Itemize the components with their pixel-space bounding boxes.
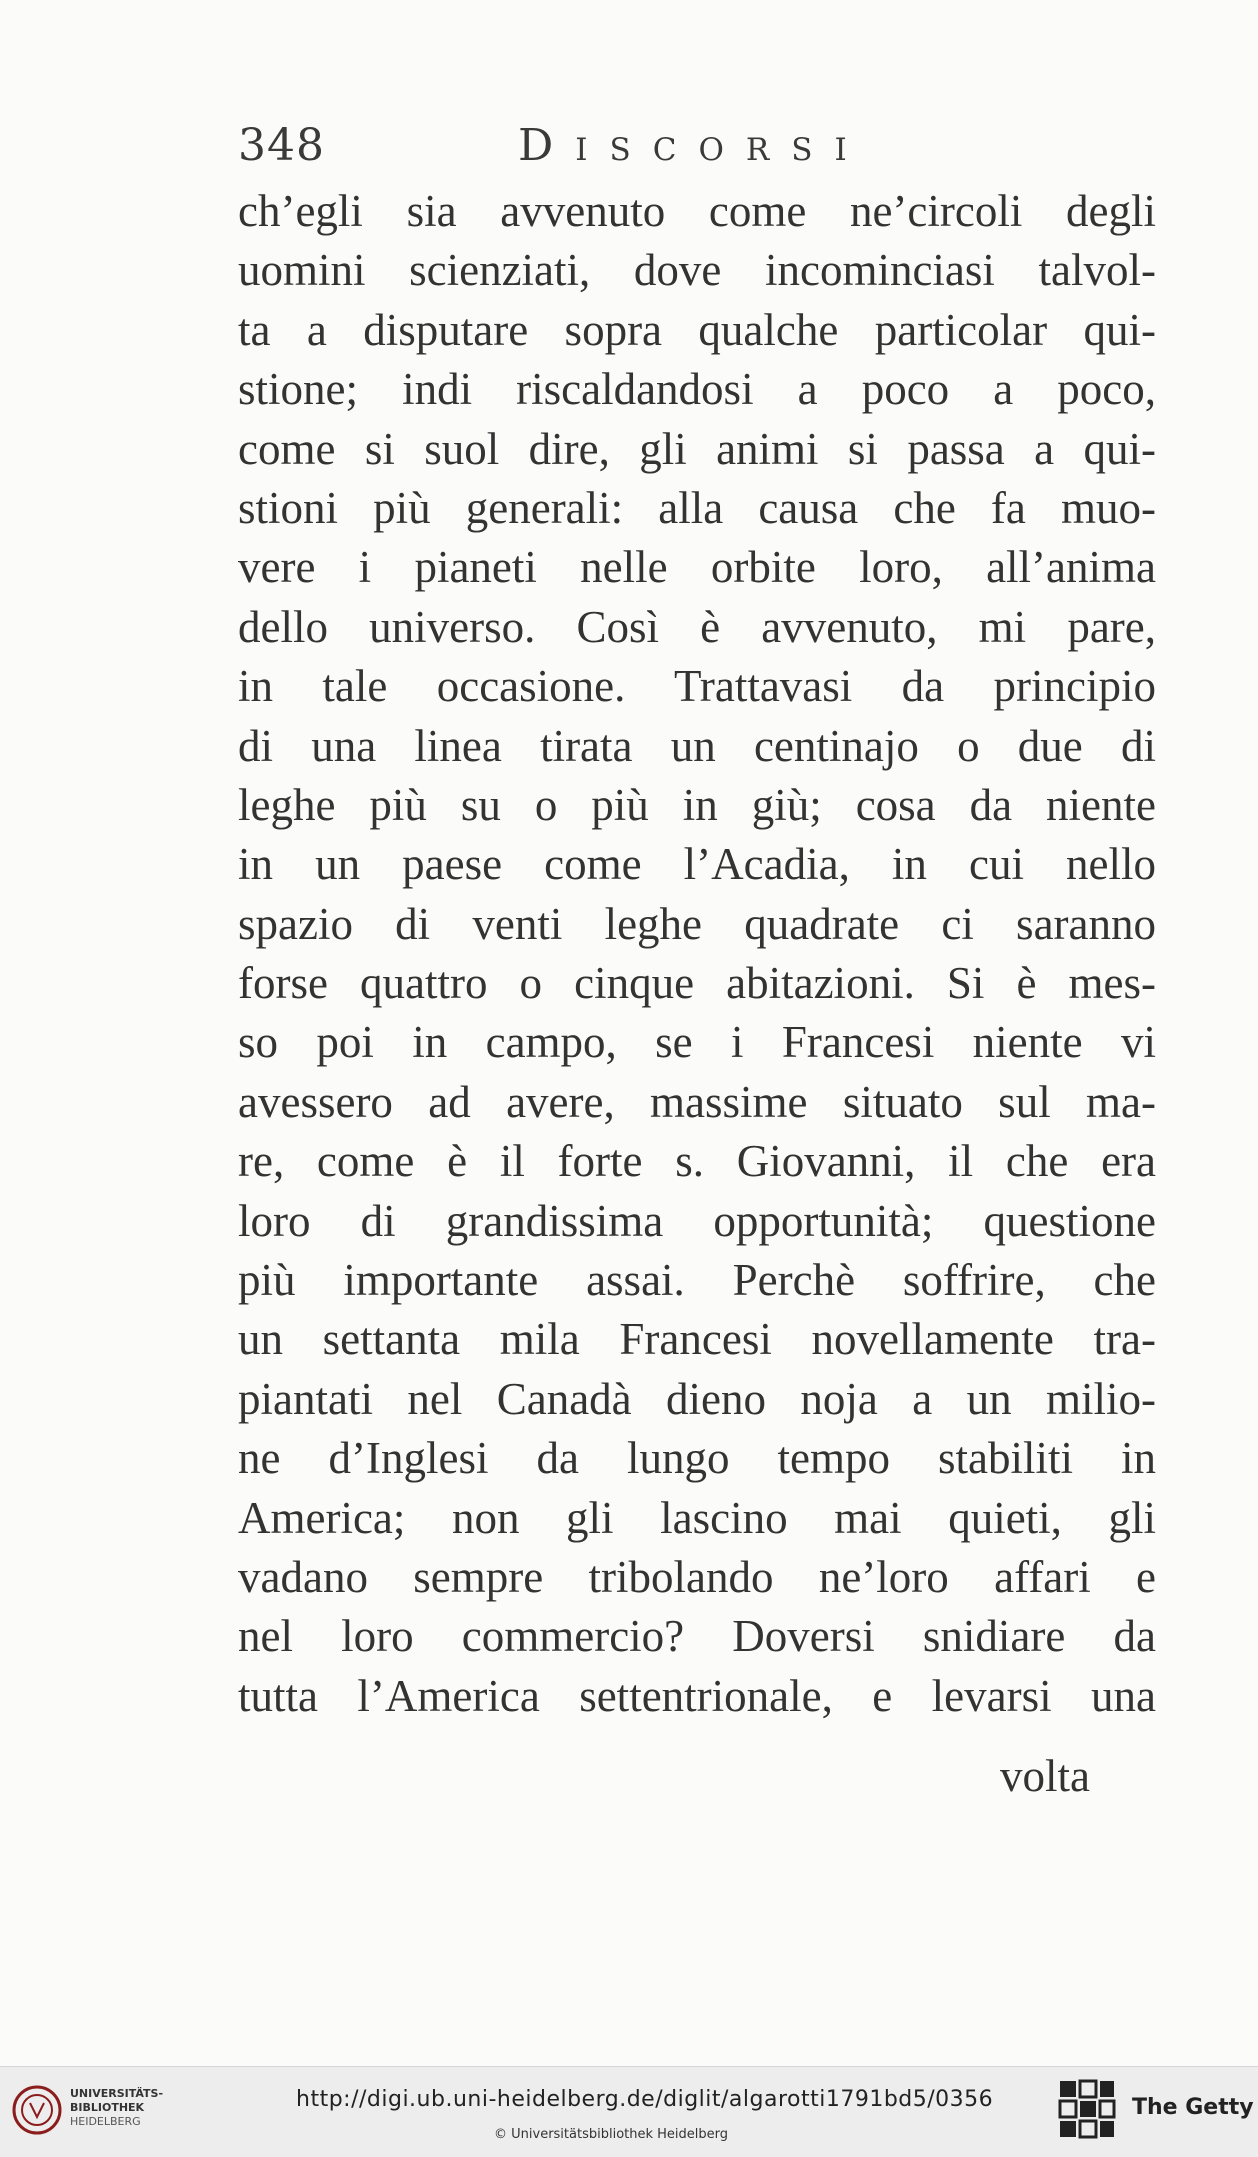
text-line: in un paese come l’Acadia, in cui nello xyxy=(238,839,1156,890)
text-line: di una linea tirata un centinajo o due di xyxy=(238,720,1156,771)
text-line: vadano sempre tribolando ne’loro affari e xyxy=(238,1551,1156,1602)
text-line: ta a disputare sopra qualche particolar qui- xyxy=(238,304,1156,355)
uni-label-line2: BIBLIOTHEK xyxy=(70,2101,145,2114)
footer-bar xyxy=(0,2066,1258,2157)
text-line: dello universo. Così è avvenuto, mi pare, xyxy=(238,601,1156,652)
text-line: tutta l’America settentrionale, e levarsi una xyxy=(238,1670,1156,1721)
text-line: stioni più generali: alla causa che fa muo- xyxy=(238,482,1156,533)
text-line: forse quattro o cinque abitazioni. Si è mes- xyxy=(238,958,1156,1009)
text-line: un settanta mila Francesi novellamente tra- xyxy=(238,1314,1156,1365)
copyright-notice: © Universitätsbibliothek Heidelberg xyxy=(494,2127,729,2142)
text-line: spazio di venti leghe quadrate ci saranno xyxy=(238,898,1156,949)
text-line: re, come è il forte s. Giovanni, il che era xyxy=(238,1136,1156,1187)
university-library-label xyxy=(70,2087,163,2129)
getty-logo-icon xyxy=(1058,2079,1116,2141)
text-line: ne d’Inglesi da lungo tempo stabiliti in xyxy=(238,1433,1156,1484)
getty-label: The Getty xyxy=(1132,2095,1254,2120)
text-line: vere i pianeti nelle orbite loro, all’anima xyxy=(238,542,1156,593)
text-line: avessero ad avere, massime situato sul ma- xyxy=(238,1076,1156,1127)
text-line: come si suol dire, gli animi si passa a qui- xyxy=(238,423,1156,474)
text-line: loro di grandissima opportunità; questione xyxy=(238,1195,1156,1246)
text-line: uomini scienziati, dove incominciasi talvol- xyxy=(238,245,1156,296)
text-line: nel loro commercio? Doversi snidiare da xyxy=(238,1611,1156,1662)
text-line: piantati nel Canadà dieno noja a un milio- xyxy=(238,1373,1156,1424)
permalink-url[interactable]: http://digi.ub.uni-heidelberg.de/diglit/algarotti1791bd5/0356 xyxy=(296,2087,994,2112)
university-seal-icon xyxy=(12,2085,62,2135)
text-line: più importante assai. Perchè soffrire, che xyxy=(238,1255,1156,1306)
running-title: Discorsi xyxy=(518,120,869,171)
text-line: America; non gli lascino mai quieti, gli xyxy=(238,1492,1156,1543)
uni-label-line3: HEIDELBERG xyxy=(70,2115,141,2128)
text-line: ch’egli sia avvenuto come ne’circoli degli xyxy=(238,186,1156,236)
body-text xyxy=(238,182,1156,1726)
page-number: 348 xyxy=(238,120,325,171)
text-line: leghe più su o più in giù; cosa da niente xyxy=(238,779,1156,830)
text-line: stione; indi riscaldandosi a poco a poco, xyxy=(238,364,1156,415)
text-line: in tale occasione. Trattavasi da principio xyxy=(238,661,1156,712)
uni-label-line1: UNIVERSITÄTS- xyxy=(70,2087,164,2100)
text-line: so poi in campo, se i Francesi niente vi xyxy=(238,1017,1156,1068)
page-header xyxy=(238,120,1158,180)
catchword: volta xyxy=(1000,1751,1090,1801)
